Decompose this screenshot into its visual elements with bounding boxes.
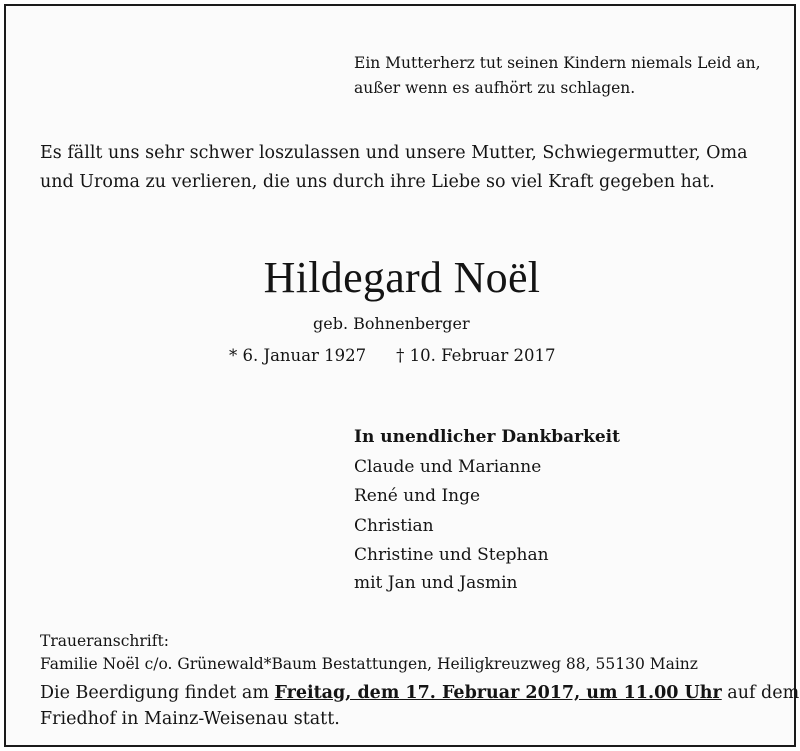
address-value: Familie Noël c/o. Grünewald*Baum Bestattungen, Heiligkreuzweg 88, 55130 Mainz xyxy=(40,654,698,673)
birth-name: geb. Bohnenberger xyxy=(313,314,470,333)
death-date: † 10. Februar 2017 xyxy=(396,346,556,365)
birth-date: * 6. Januar 1927 xyxy=(229,346,367,365)
intro-text xyxy=(40,139,748,197)
mourners-block xyxy=(354,423,620,596)
funeral-datetime: Freitag, dem 17. Februar 2017, um 11.00 Uhr xyxy=(274,683,722,703)
address-label: Traueranschrift: xyxy=(40,632,169,650)
funeral-suffix: auf dem xyxy=(721,683,800,703)
intro-line: Es fällt uns sehr schwer loszulassen und unsere Mutter, Schwiegermutter, Oma xyxy=(40,143,748,163)
motto-line: Ein Mutterherz tut seinen Kindern niemals Leid an, xyxy=(354,54,761,72)
mourner-line: Claude und Marianne xyxy=(354,456,542,477)
motto-quote xyxy=(354,51,761,101)
mourner-line: mit Jan und Jasmin xyxy=(354,572,518,593)
intro-line: und Uroma zu verlieren, die uns durch ihre Liebe so viel Kraft gegeben hat. xyxy=(40,172,715,192)
deceased-name: Hildegard Noël xyxy=(263,253,541,302)
mourner-line: Christian xyxy=(354,515,434,536)
life-dates xyxy=(229,343,555,369)
funeral-prefix: Die Beerdigung findet am xyxy=(40,683,275,703)
mourner-line: Christine und Stephan xyxy=(354,545,549,565)
funeral-info xyxy=(40,680,799,732)
motto-line: außer wenn es aufhört zu schlagen. xyxy=(354,79,636,97)
funeral-location: Friedhof in Mainz-Weisenau statt. xyxy=(40,709,340,729)
obituary-notice xyxy=(4,4,800,747)
funeral-line xyxy=(40,680,799,706)
mourner-line: René und Inge xyxy=(354,486,481,506)
mourning-address xyxy=(40,630,698,675)
mourners-heading: In unendlicher Dankbarkeit xyxy=(354,427,620,447)
